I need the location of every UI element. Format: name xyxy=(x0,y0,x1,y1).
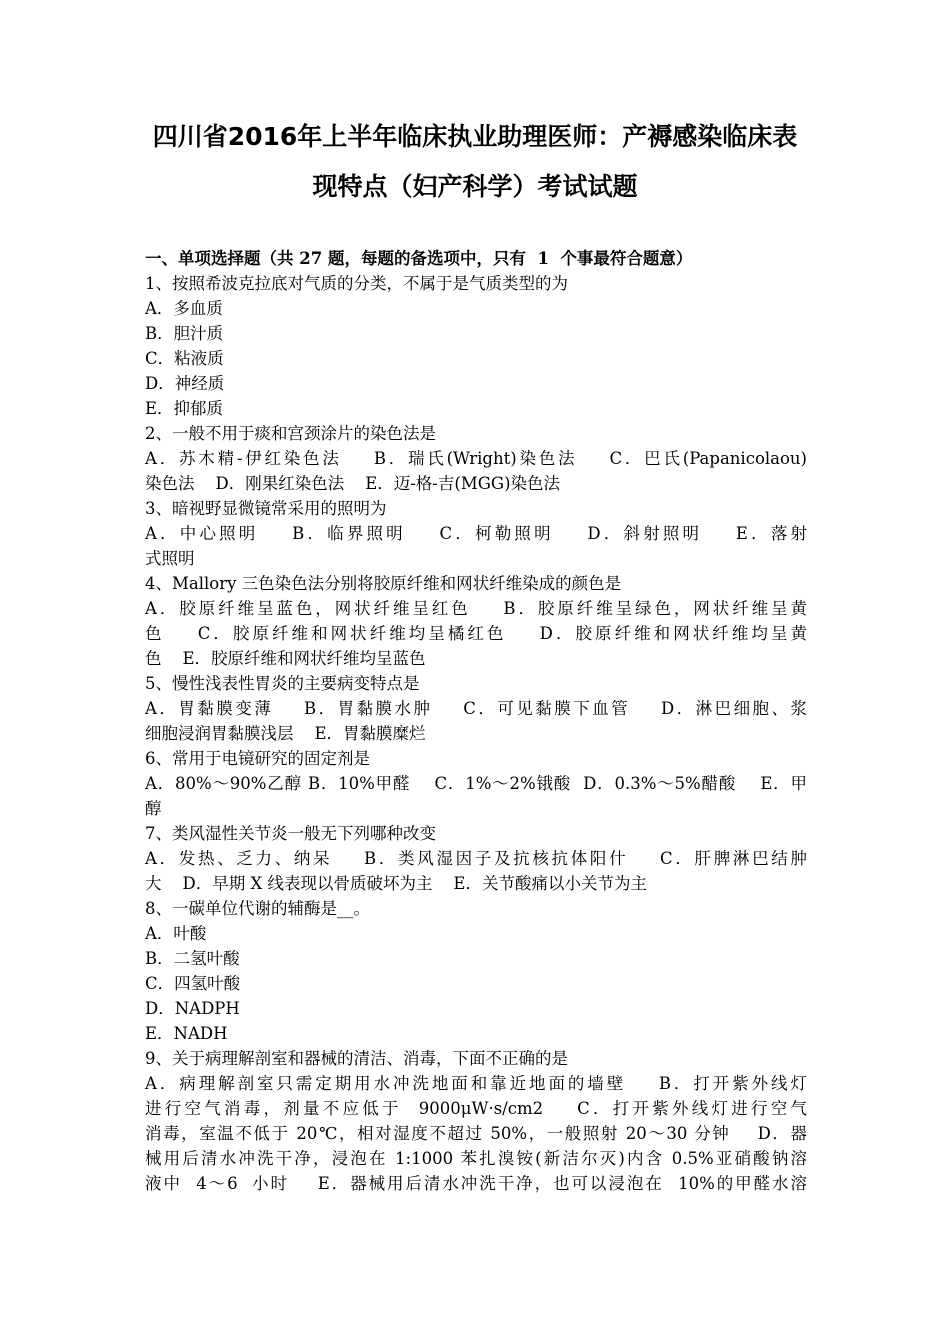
text-line: 5、慢性浅表性胃炎的主要病变特点是 xyxy=(145,674,420,693)
text-line: 醇 xyxy=(145,799,162,818)
text-line: 消毒，室温不低于 20℃，相对湿度不超过 50%，一般照射 20～30 分钟 D．器 xyxy=(145,1124,807,1143)
text-line: 3、暗视野显微镜常采用的照明为 xyxy=(145,499,387,518)
text-line: 1、按照希波克拉底对气质的分类，不属于是气质类型的为 xyxy=(145,274,568,293)
text-line: 2、一般不用于痰和宫颈涂片的染色法是 xyxy=(145,424,436,443)
text-line: D．神经质 xyxy=(145,374,225,393)
text-line: 4、Mallory 三色染色法分别将胶原纤维和网状纤维染成的颜色是 xyxy=(145,574,622,593)
question-lines xyxy=(145,271,807,1196)
document-title-line-1: 四川省2016年上半年临床执业助理医师：产褥感染临床表 xyxy=(152,122,798,151)
text-line: B．二氢叶酸 xyxy=(145,949,240,968)
text-line: 液中 4～6 小时 E．器械用后清水冲洗干净，也可以浸泡在 10%的甲醛水溶 xyxy=(145,1174,807,1193)
text-line: A．苏木精-伊红染色法 B．瑞氏(Wright)染色法 C．巴氏(Papanicolaou) xyxy=(145,449,807,468)
text-line: A．病理解剖室只需定期用水冲洗地面和靠近地面的墙壁 B．打开紫外线灯 xyxy=(145,1074,807,1093)
text-line: A．胃黏膜变薄 B．胃黏膜水肿 C．可见黏膜下血管 D．淋巴细胞、浆 xyxy=(145,699,807,718)
text-line: 8、一碳单位代谢的辅酶是__。 xyxy=(145,899,370,918)
text-line: 7、类风湿性关节炎一般无下列哪种改变 xyxy=(145,824,436,843)
text-line: 式照明 xyxy=(145,549,195,568)
text-line: 染色法 D．刚果红染色法 E．迈-格-吉(MGG)染色法 xyxy=(145,474,561,493)
text-line: A．发热、乏力、纳呆 B．类风湿因子及抗核抗体阳什 C．肝脾淋巴结肿 xyxy=(145,849,807,868)
text-line: 6、常用于电镜研究的固定剂是 xyxy=(145,749,370,768)
text-line: A．叶酸 xyxy=(145,924,207,943)
text-line: 进行空气消毒，剂量不应低于 9000μW·s/cm2 C．打开紫外线灯进行空气 xyxy=(145,1099,807,1118)
text-line: A．中心照明 B．临界照明 C．柯勒照明 D．斜射照明 E．落射 xyxy=(145,524,807,543)
text-line: 9、关于病理解剖室和器械的清洁、消毒，下面不正确的是 xyxy=(145,1049,568,1068)
text-line: D．NADPH xyxy=(145,999,240,1018)
text-line: 色 C．胶原纤维和网状纤维均呈橘红色 D．胶原纤维和网状纤维均呈黄 xyxy=(145,624,807,643)
text-line: E．NADH xyxy=(145,1024,228,1043)
text-line: 大 D．早期 X 线表现以骨质破坏为主 E．关节酸痛以小关节为主 xyxy=(145,874,647,893)
text-line: C．粘液质 xyxy=(145,349,224,368)
document-title-line-2: 现特点（妇产科学）考试试题 xyxy=(312,172,638,201)
text-line: C．四氢叶酸 xyxy=(145,974,241,993)
text-line: A．80%～90%乙醇 B．10%甲醛 C．1%～2%锇酸 D．0.3%～5%醋酸 E．甲 xyxy=(145,774,807,793)
text-line: 细胞浸润胃黏膜浅层 E．胃黏膜糜烂 xyxy=(145,724,426,743)
text-line: A．胶原纤维呈蓝色，网状纤维呈红色 B．胶原纤维呈绿色，网状纤维呈黄 xyxy=(145,599,807,618)
text-line: 械用后清水冲洗干净，浸泡在 1:1000 苯扎溴铵(新洁尔灭)内含 0.5%亚硝酸钠溶 xyxy=(145,1149,807,1168)
text-line: B．胆汁质 xyxy=(145,324,224,343)
text-line: A．多血质 xyxy=(145,299,223,318)
text-line: E．抑郁质 xyxy=(145,399,224,418)
text-line: 色 E．胶原纤维和网状纤维均呈蓝色 xyxy=(145,649,426,668)
document-body xyxy=(145,246,807,1196)
section-heading: 一、单项选择题（共 27 题，每题的备选项中，只有 1 个事最符合题意） xyxy=(145,249,693,268)
